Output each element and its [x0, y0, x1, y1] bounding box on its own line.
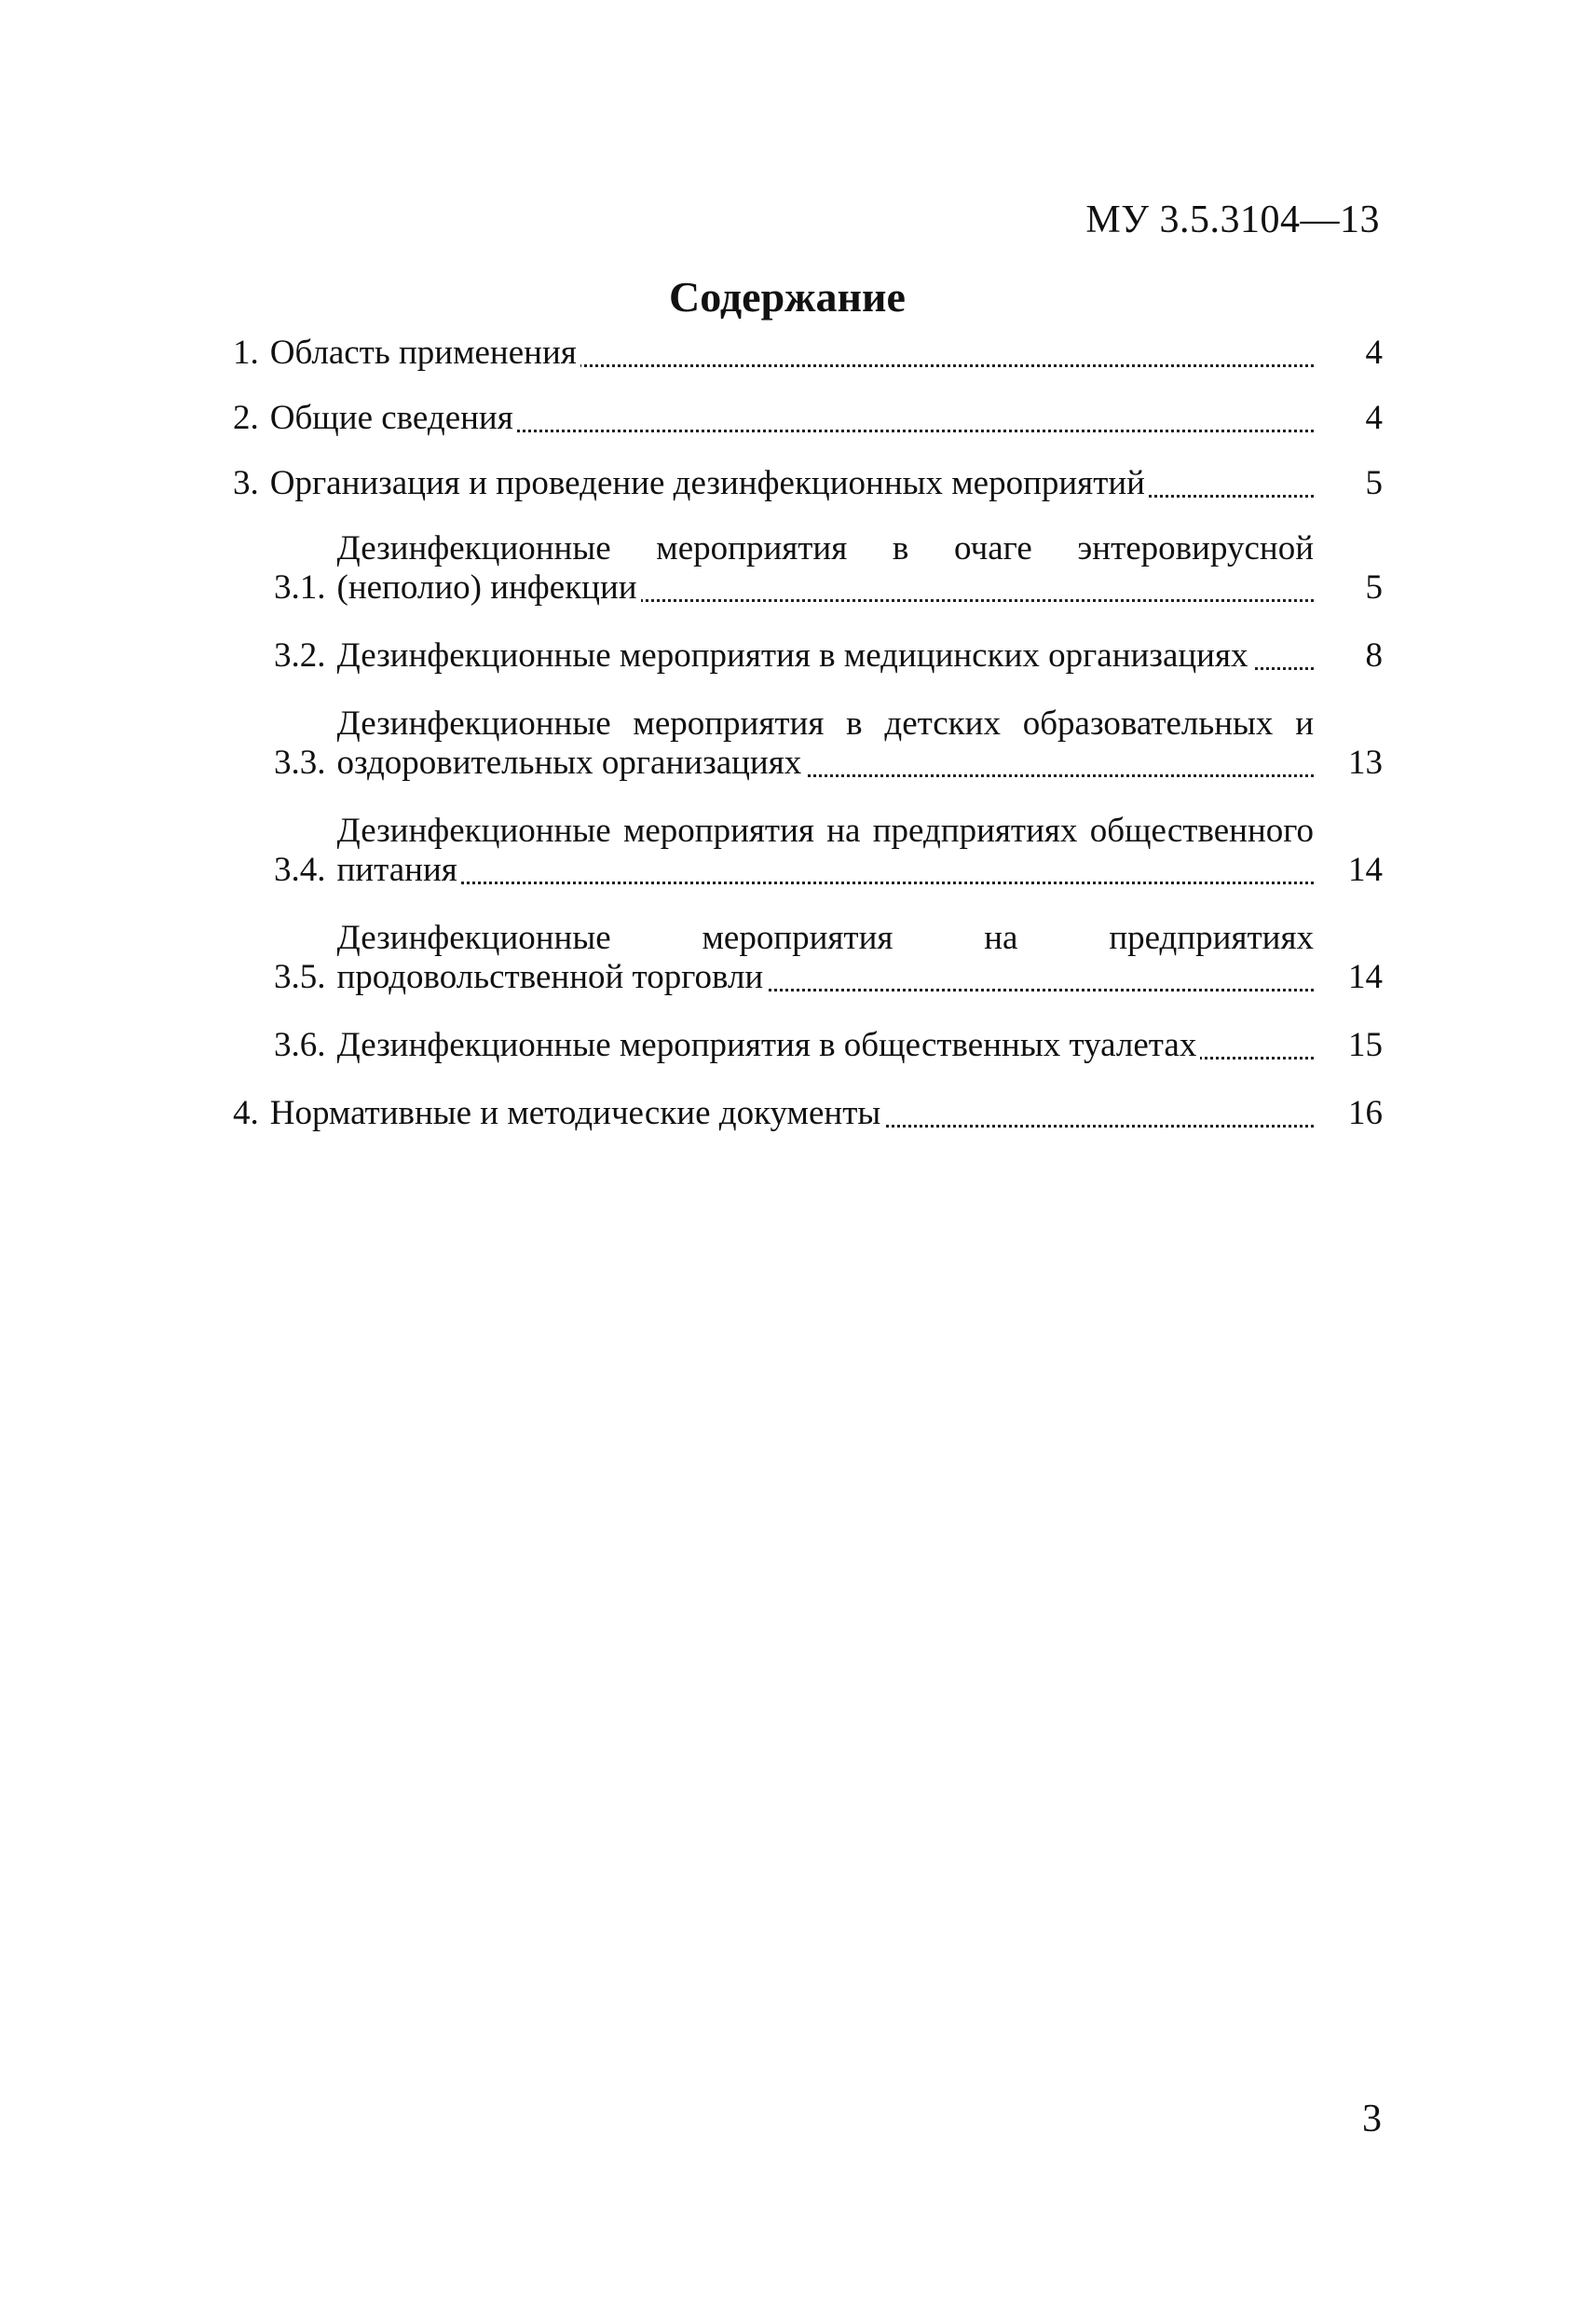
toc-entry[interactable]	[233, 334, 1383, 373]
page-number: 3	[1362, 2098, 1382, 2140]
toc-entry-number: 2.	[233, 399, 259, 437]
toc-entry[interactable]	[233, 399, 1383, 438]
toc-entry-page: 13	[1348, 744, 1383, 782]
toc-entry-page: 5	[1365, 568, 1383, 607]
toc-entry-page: 5	[1365, 464, 1383, 502]
toc-entry-number: 3.3.	[274, 744, 326, 782]
toc-entry-number: 3.1.	[274, 568, 326, 607]
toc-entry[interactable]	[233, 919, 1383, 997]
toc-entry-page: 14	[1348, 958, 1383, 996]
toc-entry-page: 14	[1348, 851, 1383, 889]
toc-entry-number: 4.	[233, 1094, 259, 1132]
toc-entry-page: 15	[1348, 1026, 1383, 1064]
toc-entry[interactable]	[233, 636, 1383, 676]
toc-entry[interactable]	[233, 529, 1383, 608]
toc-entry[interactable]	[233, 704, 1383, 783]
toc-entry-text: Дезинфекционные мероприятия на предприятиях продовольственной торговли	[336, 919, 1314, 996]
toc-entry-page: 16	[1348, 1094, 1383, 1132]
toc-entry-number: 3.2.	[274, 636, 326, 675]
toc-entry-number: 1.	[233, 334, 259, 372]
toc-entry[interactable]	[233, 1094, 1383, 1133]
table-of-contents	[233, 334, 1383, 1159]
dot-leader	[337, 882, 1315, 884]
toc-entry-text: Дезинфекционные мероприятия в общественных туалетах	[337, 1026, 1201, 1064]
toc-entry-text: Организация и проведение дезинфекционных мероприятий	[270, 464, 1149, 502]
toc-entry-text: Дезинфекционные мероприятия в медицинских организациях	[337, 636, 1252, 675]
toc-entry-number: 3.	[233, 464, 259, 502]
toc-entry-page: 4	[1365, 399, 1383, 437]
toc-entry-page: 8	[1365, 636, 1383, 675]
toc-entry-number: 3.6.	[274, 1026, 326, 1064]
toc-entry[interactable]	[233, 464, 1383, 503]
toc-entry[interactable]	[233, 1026, 1383, 1065]
toc-title: Содержание	[669, 273, 906, 321]
toc-entry-number: 3.5.	[274, 958, 326, 996]
document-code: МУ 3.5.3104—13	[1085, 198, 1380, 241]
toc-entry-text: Общие сведения	[270, 399, 517, 437]
toc-entry-number: 3.4.	[274, 851, 326, 889]
toc-entry-text: Дезинфекционные мероприятия в детских образовательных и оздоровительных организациях	[336, 704, 1314, 782]
toc-entry-text: Дезинфекционные мероприятия на предприятиях общественного питания	[336, 812, 1314, 889]
toc-entry-text: Область применения	[270, 334, 580, 372]
toc-entry-text: Дезинфекционные мероприятия в очаге энтеровирусной (неполио) инфекции	[336, 529, 1314, 607]
toc-entry-page: 4	[1365, 334, 1383, 372]
toc-entry-text: Нормативные и методические документы	[270, 1094, 884, 1132]
toc-entry[interactable]	[233, 812, 1383, 890]
